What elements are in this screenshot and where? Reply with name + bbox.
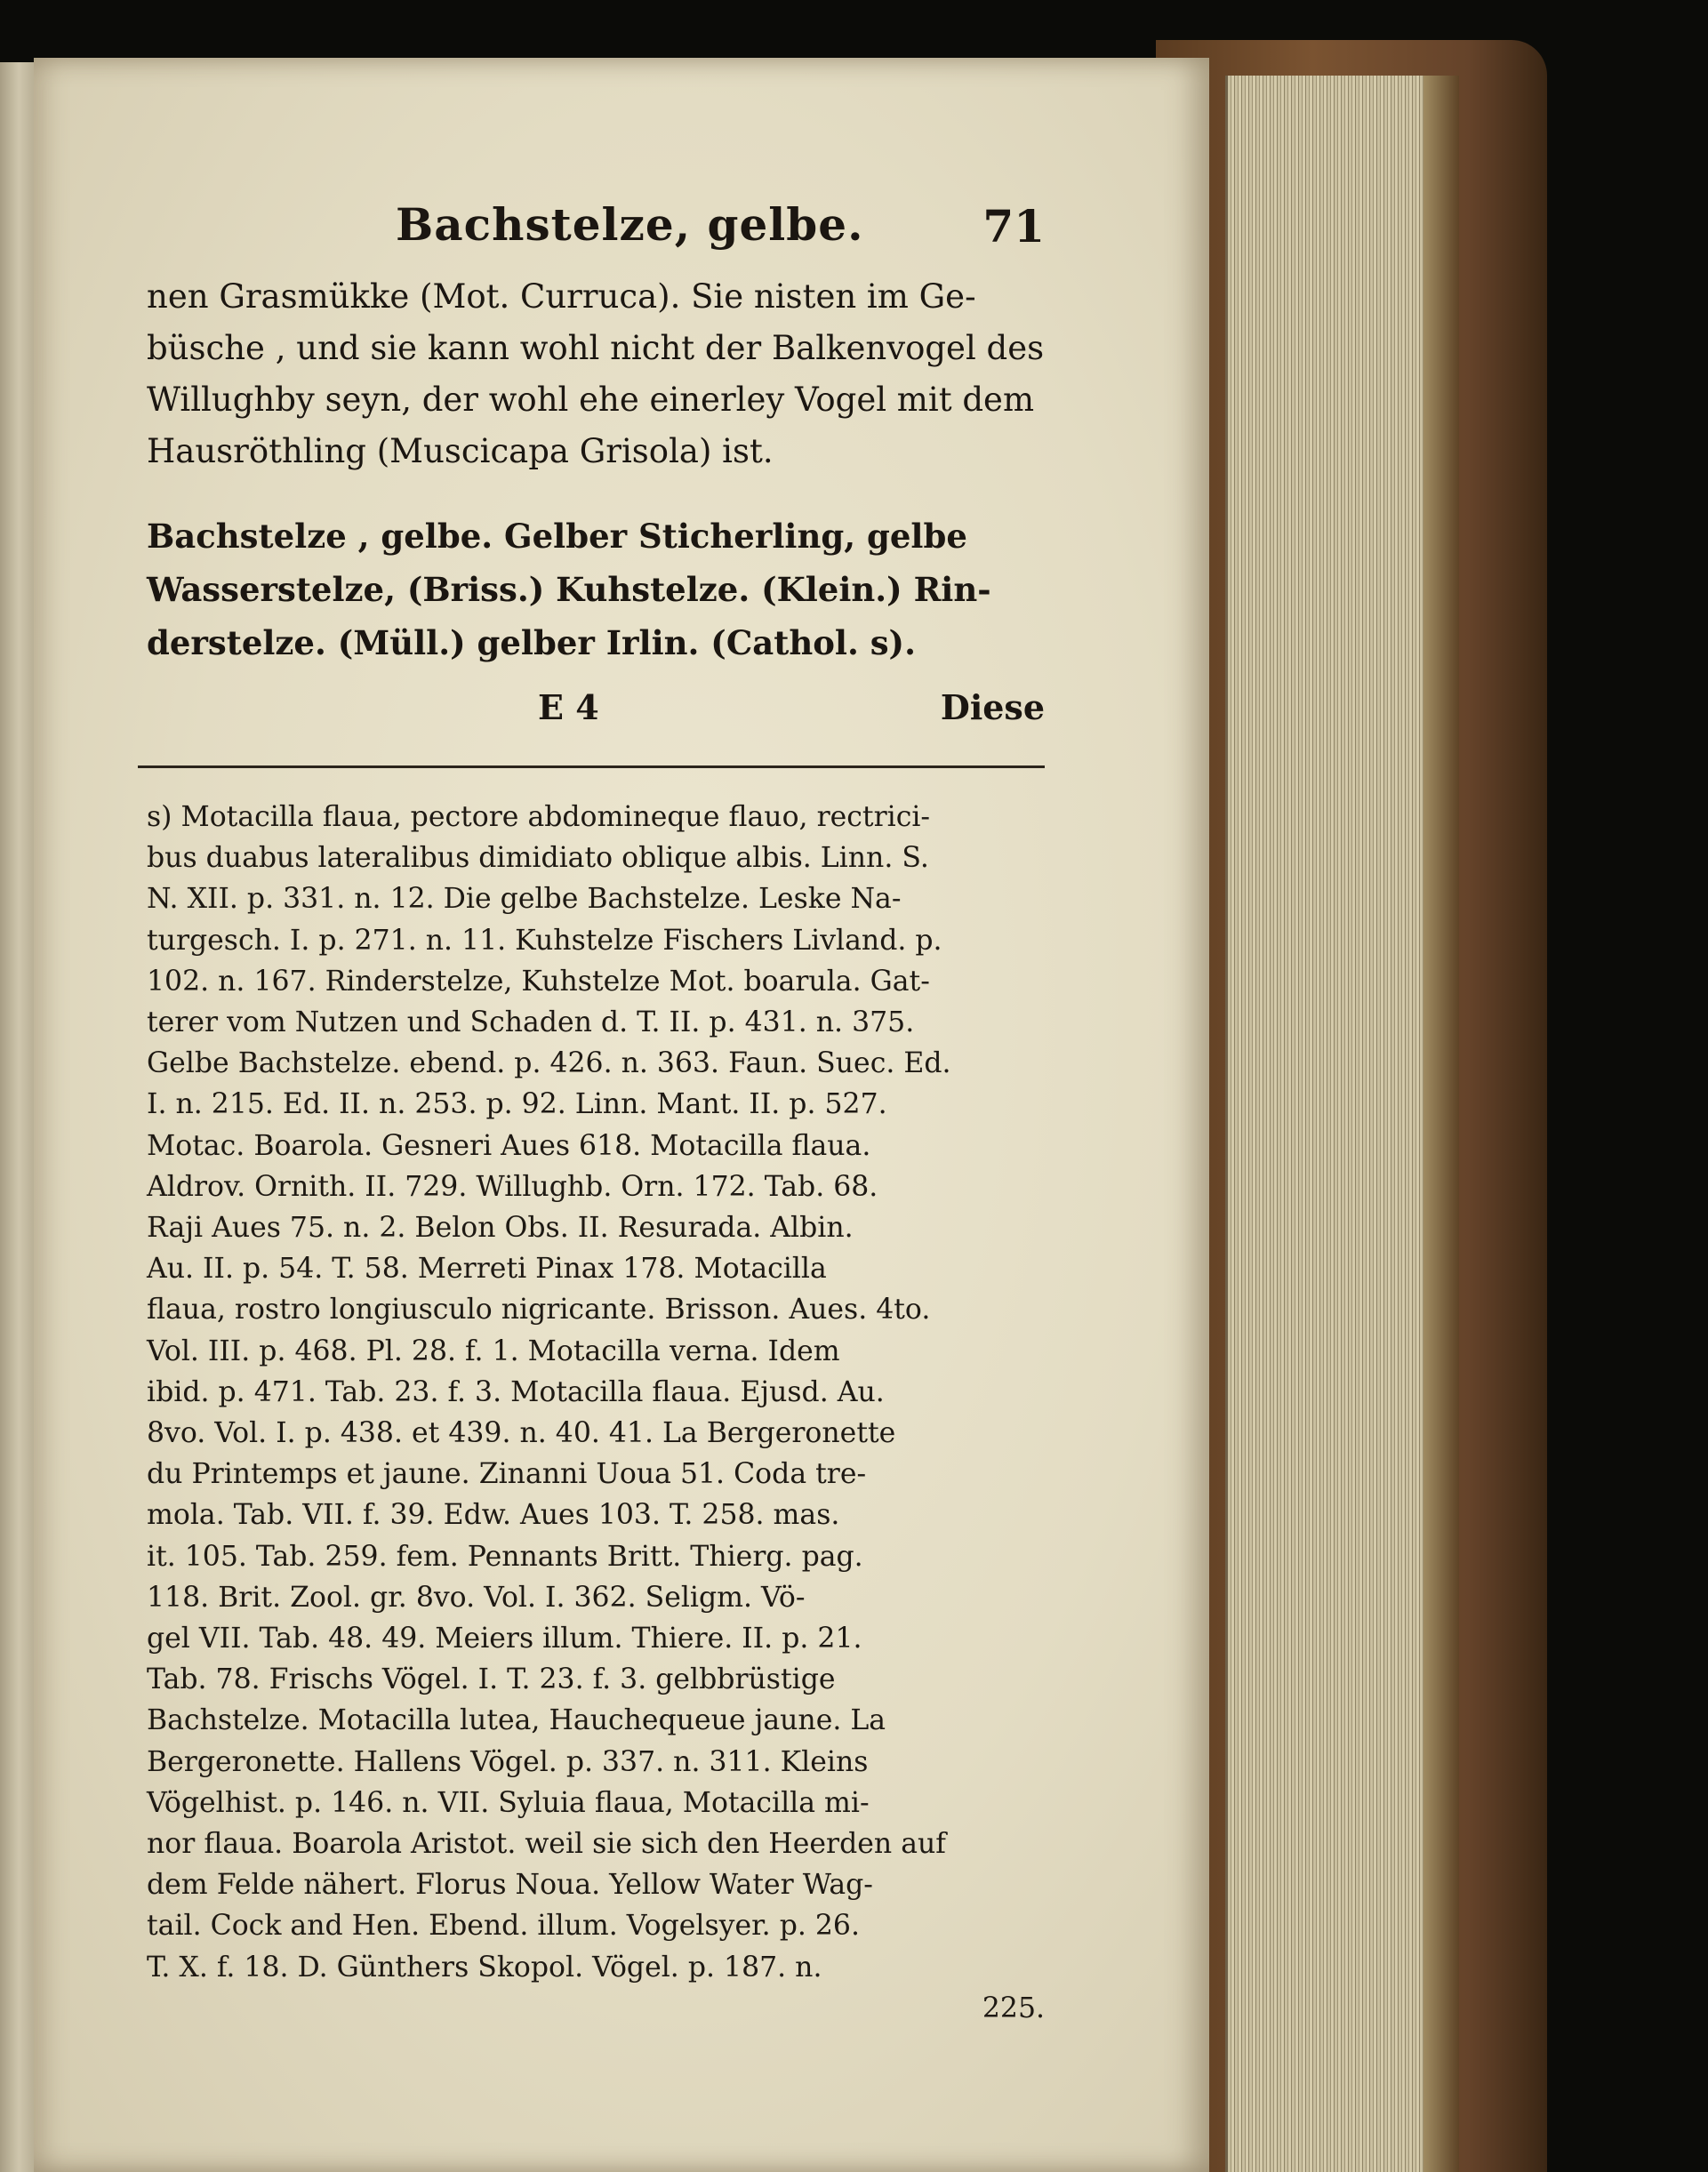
footnote-line: Bachstelze. Motacilla lutea, Hauchequeue jaune. La xyxy=(147,1704,886,1737)
continuation-paragraph xyxy=(147,271,1045,477)
footnote-rule xyxy=(138,765,1045,768)
footnote-line: Vol. III. p. 468. Pl. 28. f. 1. Motacilla verna. Idem xyxy=(147,1334,840,1367)
footnote xyxy=(147,797,1045,2029)
entry-line: Wasserstelze, (Briss.) Kuhstelze. (Klein.) Rin- xyxy=(147,570,991,609)
species-entry xyxy=(147,509,1045,669)
footnote-line: 225. xyxy=(982,1992,1045,2024)
footnote-line: Bergeronette. Hallens Vögel. p. 337. n. 311. Kleins xyxy=(147,1745,869,1778)
footnote-line: 8vo. Vol. I. p. 438. et 439. n. 40. 41. La Bergeronette xyxy=(147,1417,896,1450)
footnote-line: dem Felde nähert. Florus Noua. Yellow Water Wag- xyxy=(147,1869,873,1902)
entry-line: Bachstelze , gelbe. Gelber Sticherling, gelbe xyxy=(147,517,967,556)
body-line: nen Grasmükke (Mot. Curruca). Sie nisten im Ge- xyxy=(147,277,976,316)
footnote-line: turgesch. I. p. 271. n. 11. Kuhstelze Fischers Livland. p. xyxy=(147,924,942,957)
footnote-line: flaua, rostro longiusculo nigricante. Brisson. Aues. 4to. xyxy=(147,1294,931,1326)
footnote-line: Motac. Boarola. Gesneri Aues 618. Motacilla flaua. xyxy=(147,1129,871,1162)
entry-line: derstelze. (Müll.) gelber Irlin. (Cathol. s). xyxy=(147,623,916,662)
footnote-line: Vögelhist. p. 146. n. VII. Syluia flaua, Motacilla mi- xyxy=(147,1786,870,1819)
footnote-line: s) Motacilla flaua, pectore abdomineque flauo, rectrici- xyxy=(147,801,931,833)
footnote-line: it. 105. Tab. 259. fem. Pennants Britt. Thierg. pag. xyxy=(147,1540,863,1573)
footnote-line: Raji Aues 75. n. 2. Belon Obs. II. Resurada. Albin. xyxy=(147,1212,854,1245)
page-block-edges xyxy=(1225,76,1423,2172)
footnote-line: bus duabus lateralibus dimidiato oblique albis. Linn. S. xyxy=(147,842,929,875)
body-line: Willughby seyn, der wohl ehe einerley Vogel mit dem xyxy=(147,381,1035,419)
footnote-line: Aldrov. Ornith. II. 729. Willughb. Orn. 172. Tab. 68. xyxy=(147,1170,878,1203)
facing-page-edge xyxy=(0,62,34,2172)
footnote-line: tail. Cock and Hen. Ebend. illum. Vogelsyer. p. 26. xyxy=(147,1910,860,1943)
page-number: 71 xyxy=(982,200,1045,252)
printer-signature: E 4 xyxy=(538,687,599,727)
catchword: Diese xyxy=(940,687,1045,727)
footnote-line: T. X. f. 18. D. Günthers Skopol. Vögel. p. 187. n. xyxy=(147,1951,822,1984)
footnote-line: ibid. p. 471. Tab. 23. f. 3. Motacilla flaua. Ejusd. Au. xyxy=(147,1375,885,1408)
footnote-line: mola. Tab. VII. f. 39. Edw. Aues 103. T. 258. mas. xyxy=(147,1499,840,1532)
footnote-line: Au. II. p. 54. T. 58. Merreti Pinax 178. Motacilla xyxy=(147,1253,827,1286)
footnote-line: Gelbe Bachstelze. ebend. p. 426. n. 363. Faun. Suec. Ed. xyxy=(147,1047,951,1080)
running-head xyxy=(147,191,1045,271)
footnote-line: 102. n. 167. Rinderstelze, Kuhstelze Mot. boarula. Gat- xyxy=(147,965,930,998)
footnote-line: terer vom Nutzen und Schaden d. T. II. p. 431. n. 375. xyxy=(147,1006,915,1039)
footnote-line: nor flaua. Boarola Aristot. weil sie sich den Heerden auf xyxy=(147,1828,946,1861)
footnote-line: I. n. 215. Ed. II. n. 253. p. 92. Linn. Mant. II. p. 527. xyxy=(147,1088,887,1121)
body-line: Hausröthling (Muscicapa Grisola) ist. xyxy=(147,432,774,470)
footnote-line: Tab. 78. Frischs Vögel. I. T. 23. f. 3. gelbbrüstige xyxy=(147,1663,836,1696)
footnote-line: N. XII. p. 331. n. 12. Die gelbe Bachstelze. Leske Na- xyxy=(147,883,902,916)
signature-row xyxy=(147,682,1045,753)
footnote-line: 118. Brit. Zool. gr. 8vo. Vol. I. 362. Seligm. Vö- xyxy=(147,1581,806,1614)
footnote-line: gel VII. Tab. 48. 49. Meiers illum. Thiere. II. p. 21. xyxy=(147,1623,862,1655)
page-content xyxy=(147,191,1045,2029)
footnote-line: du Printemps et jaune. Zinanni Uoua 51. Coda tre- xyxy=(147,1458,867,1491)
page-title: Bachstelze, gelbe. xyxy=(396,198,864,251)
body-line: büsche , und sie kann wohl nicht der Balkenvogel des xyxy=(147,329,1045,367)
